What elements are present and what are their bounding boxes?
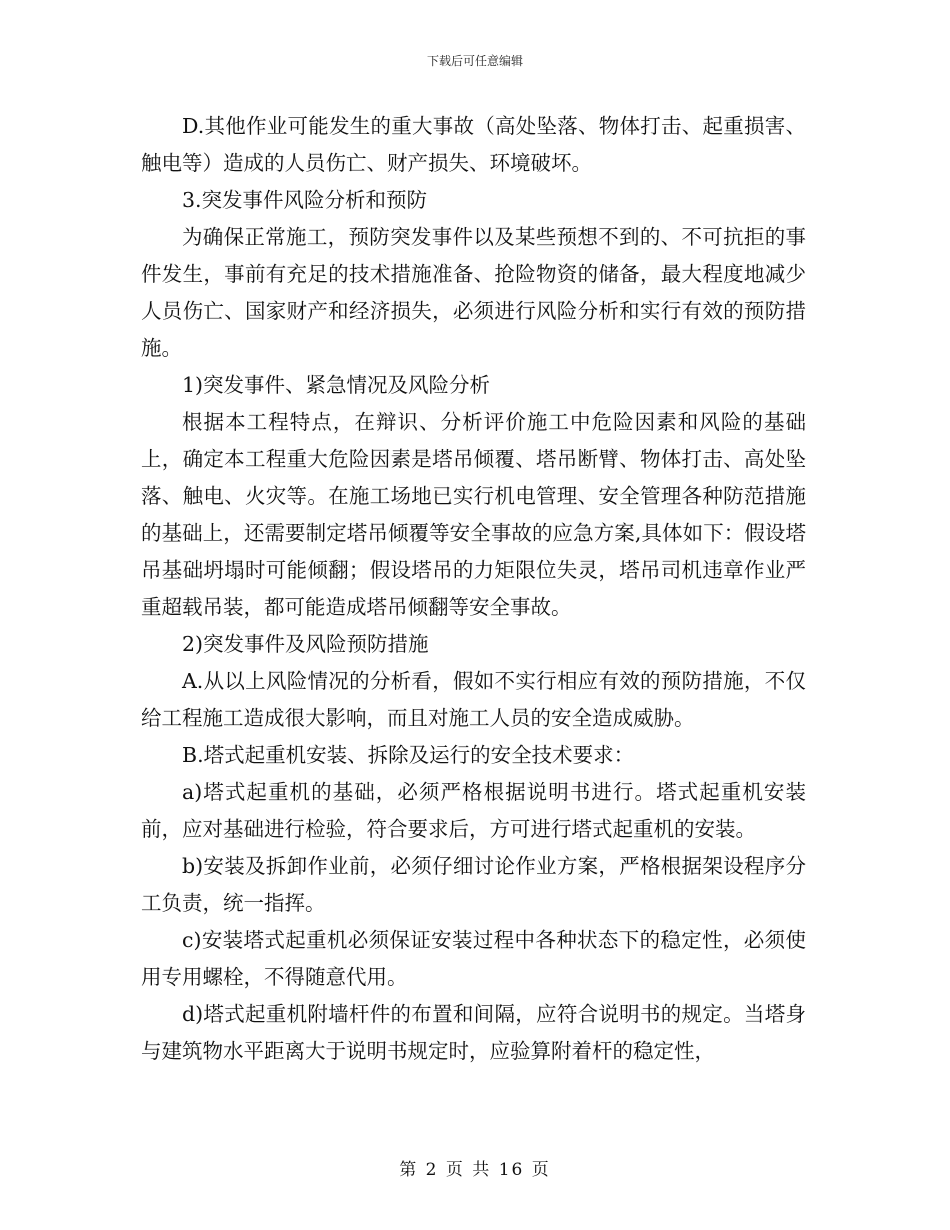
- page-header: 下载后可任意编辑: [426, 54, 523, 68]
- paragraph: d)塔式起重机附墙杆件的布置和间隔，应符合说明书的规定。当塔身与建筑物水平距离大于说明书规定时，应验算附着杆的稳定性，: [141, 1002, 806, 1063]
- paragraph: 根据本工程特点，在辩识、分析评价施工中危险因素和风险的基础上，确定本工程重大危险因素是塔吊倾覆、塔吊断臂、物体打击、高处坠落、触电、火灾等。在施工场地已实行机电管理、安全管理各种防范措施的基础上，还需要制定塔吊倾覆等安全事故的应急方案,具体如下：假设塔吊基础坍塌时可能倾翻；假设塔吊的力矩限位失灵，塔吊司机违章作业严重超载吊装，都可能造成塔吊倾翻等安全事故。: [141, 410, 806, 619]
- document-body: [141, 108, 806, 1070]
- paragraph: a)塔式起重机的基础，必须严格根据说明书进行。塔式起重机安装前，应对基础进行检验，符合要求后，方可进行塔式起重机的安装。: [141, 780, 806, 841]
- paragraph: b)安装及拆卸作业前，必须仔细讨论作业方案，严格根据架设程序分工负责，统一指挥。: [141, 854, 806, 915]
- paragraph: D.其他作业可能发生的重大事故（高处坠落、物体打击、起重损害、触电等）造成的人员伤亡、财产损失、环境破坏。: [141, 114, 806, 175]
- page-number: 第 2 页 共 16 页: [399, 1160, 551, 1180]
- subsection-heading: 1)突发事件、紧急情况及风险分析: [182, 373, 491, 397]
- paragraph: A.从以上风险情况的分析看，假如不实行相应有效的预防措施，不仅给工程施工造成很大影响，而且对施工人员的安全造成威胁。: [141, 669, 806, 730]
- paragraph: B.塔式起重机安装、拆除及运行的安全技术要求：: [182, 743, 635, 767]
- section-heading: 3.突发事件风险分析和预防: [182, 188, 428, 212]
- subsection-heading: 2)突发事件及风险预防措施: [182, 632, 429, 656]
- paragraph: c)安装塔式起重机必须保证安装过程中各种状态下的稳定性，必须使用专用螺栓，不得随意代用。: [141, 928, 806, 989]
- paragraph: 为确保正常施工，预防突发事件以及某些预想不到的、不可抗拒的事件发生，事前有充足的技术措施准备、抢险物资的储备，最大程度地减少人员伤亡、国家财产和经济损失，必须进行风险分析和实行有效的预防措施。: [141, 225, 806, 360]
